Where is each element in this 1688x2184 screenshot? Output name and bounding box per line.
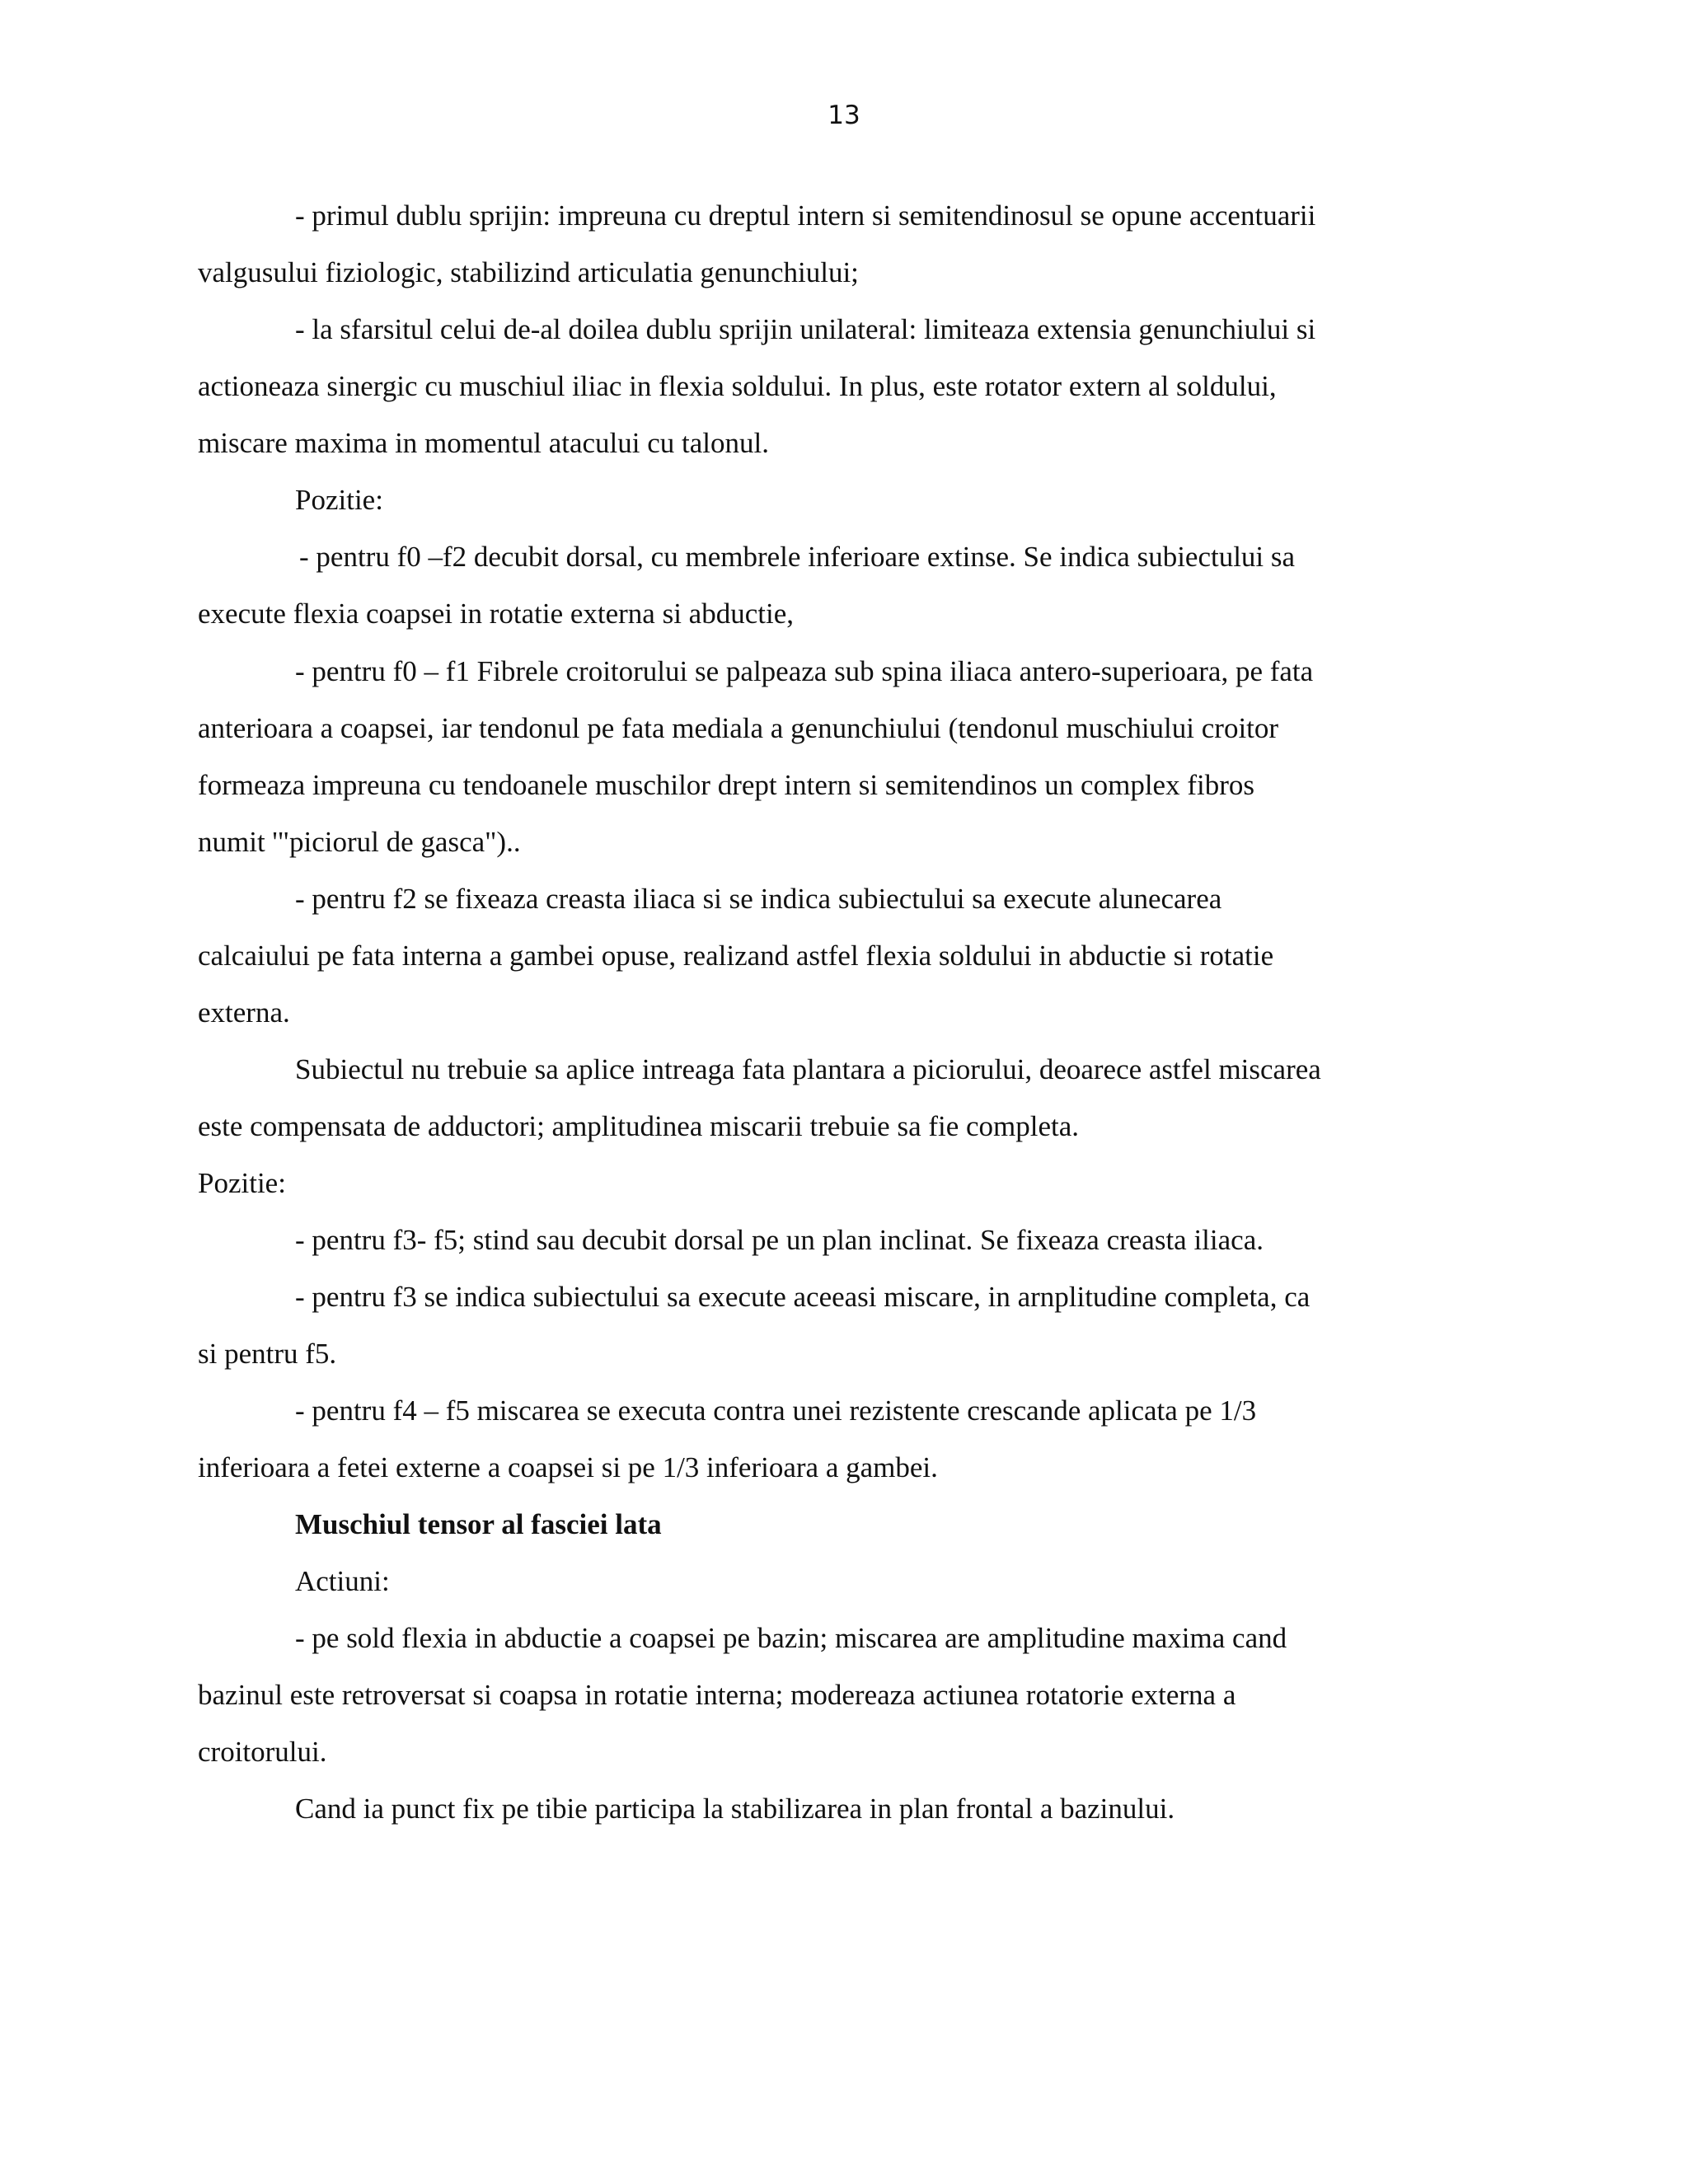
subheading: Pozitie: <box>198 1167 286 1199</box>
text-line: Cand ia punct fix pe tibie participa la stabilizarea in plan frontal a bazinului. <box>295 1793 1175 1825</box>
text-line: valgusului fiziologic, stabilizind articulatia genunchiului; <box>198 256 859 288</box>
subheading: Pozitie: <box>295 484 383 516</box>
text-line: calcaiului pe fata interna a gambei opuse, realizand astfel flexia soldului in abductie si rotatie <box>198 940 1274 972</box>
section-heading: Muschiul tensor al fasciei lata <box>295 1508 662 1540</box>
text-line: anterioara a coapsei, iar tendonul pe fata mediala a genunchiului (tendonul muschiului croitor <box>198 712 1279 744</box>
text-line: actioneaza sinergic cu muschiul iliac in flexia soldului. In plus, este rotator extern al soldului, <box>198 370 1277 402</box>
text-line: - pentru f0 – f1 Fibrele croitorului se palpeaza sub spina iliaca antero-superioara, pe fata <box>295 655 1314 687</box>
text-line: - pentru f0 –f2 decubit dorsal, cu membrele inferioare extinse. Se indica subiectului sa <box>299 541 1296 573</box>
text-line: si pentru f5. <box>198 1338 337 1370</box>
text-line: - primul dublu sprijin: impreuna cu dreptul intern si semitendinosul se opune accentuarii <box>295 199 1316 232</box>
text-line: Subiectul nu trebuie sa aplice intreaga fata plantara a piciorului, deoarece astfel miscarea <box>295 1053 1321 1085</box>
text-line: externa. <box>198 996 290 1029</box>
text-line: este compensata de adductori; amplitudinea miscarii trebuie sa fie completa. <box>198 1110 1080 1142</box>
text-line: - pentru f3- f5; stind sau decubit dorsal pe un plan inclinat. Se fixeaza creasta iliaca. <box>295 1224 1264 1256</box>
text-line: - pentru f2 se fixeaza creasta iliaca si se indica subiectului sa execute alunecarea <box>295 883 1222 915</box>
text-line: - pentru f3 se indica subiectului sa execute aceeasi miscare, in arnplitudine completa, ca <box>295 1281 1311 1313</box>
text-line: bazinul este retroversat si coapsa in rotatie interna; modereaza actiunea rotatorie externa a <box>198 1679 1236 1711</box>
text-line: - pe sold flexia in abductie a coapsei pe bazin; miscarea are amplitudine maxima cand <box>295 1622 1287 1654</box>
page-number: 13 <box>828 101 860 130</box>
text-line: numit '"piciorul de gasca").. <box>198 826 521 858</box>
text-line: execute flexia coapsei in rotatie externa si abductie, <box>198 598 794 630</box>
text-line: croitorului. <box>198 1736 327 1768</box>
text-line: - pentru f4 – f5 miscarea se executa contra unei rezistente crescande aplicata pe 1/3 <box>295 1394 1257 1427</box>
text-line: inferioara a fetei externe a coapsei si pe 1/3 inferioara a gambei. <box>198 1451 938 1483</box>
text-line: - la sfarsitul celui de-al doilea dublu sprijin unilateral: limiteaza extensia genunchiului si <box>295 313 1316 345</box>
text-line: formeaza impreuna cu tendoanele muschilor drept intern si semitendinos un complex fibros <box>198 769 1254 801</box>
text-line: miscare maxima in momentul atacului cu talonul. <box>198 427 769 459</box>
subheading: Actiuni: <box>295 1565 390 1597</box>
